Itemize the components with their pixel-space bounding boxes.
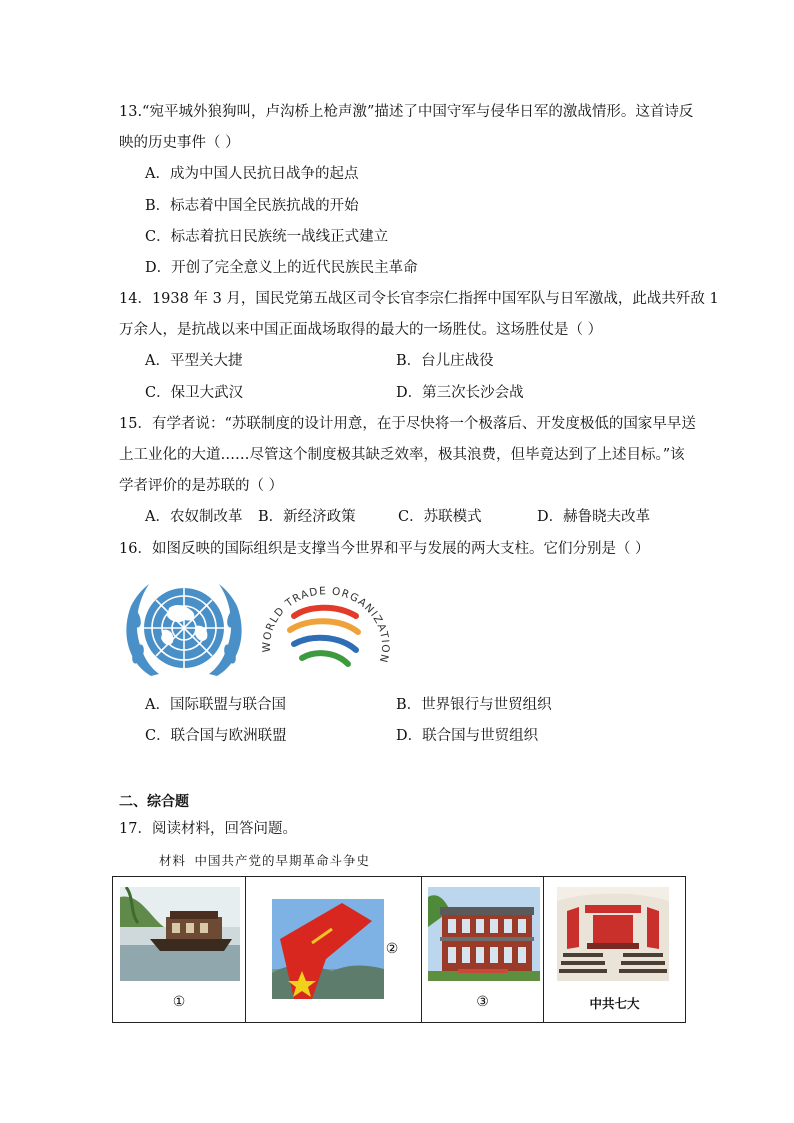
q14-stem-line2: 万余人，是抗战以来中国正面战场取得的最大的一场胜仗。这场胜仗是（ ） <box>119 322 603 338</box>
q14-option-d: D．第三次长沙会战 <box>396 385 524 401</box>
q16-option-c: C．联合国与欧洲联盟 <box>145 728 287 744</box>
jinggangshan-monument-image <box>272 899 384 999</box>
q15-stem-line2: 上工业化的大道……尽管这个制度极其缺乏效率，极其浪费，但毕竟达到了上述目标。”该 <box>119 447 685 463</box>
un-emblem-image <box>121 578 247 682</box>
wto-ring-text: WORLD TRADE ORGANIZATION <box>260 585 392 665</box>
material-cell-4 <box>544 877 686 1023</box>
q16-option-b: B．世界银行与世贸组织 <box>396 697 552 713</box>
q16-stem-line1: 16．如图反映的国际组织是支撑当今世界和平与发展的两大支柱。它们分别是（ ） <box>119 541 650 557</box>
q15-stem-line3: 学者评价的是苏联的（ ） <box>119 478 284 494</box>
q16-option-d: D．联合国与世贸组织 <box>396 728 539 744</box>
material-cell-1 <box>113 877 246 1023</box>
caption-4: 中共七大 <box>589 996 640 1011</box>
caption-3: ③ <box>476 994 489 1010</box>
q13-stem-line1: 13.“宛平城外狼狗叫，卢沟桥上枪声激”描述了中国守军与侵华日军的激战情形。这首诗反 <box>119 104 694 120</box>
q15-option-c: C．苏联模式 <box>398 509 482 525</box>
wto-emblem-image <box>256 574 396 682</box>
q13-option-d: D．开创了完全意义上的近代民族民主革命 <box>145 260 418 276</box>
q14-option-c: C．保卫大武汉 <box>145 385 244 401</box>
q14-option-a: A．平型关大捷 <box>145 353 243 369</box>
material-cell-3 <box>422 877 544 1023</box>
q14-option-b: B．台儿庄战役 <box>396 353 494 369</box>
red-boat-image <box>120 887 240 981</box>
caption-1: ① <box>172 994 186 1010</box>
q15-option-d: D．赫鲁晓夫改革 <box>537 509 651 525</box>
q13-option-a: A．成为中国人民抗日战争的起点 <box>145 166 359 182</box>
section-heading: 二、综合题 <box>119 794 189 810</box>
seventh-congress-hall-image <box>557 887 669 981</box>
caption-2: ② <box>385 941 399 957</box>
q15-option-b: B．新经济政策 <box>258 509 356 525</box>
memorial-building-image <box>428 887 540 981</box>
material-cell-2 <box>246 877 422 1023</box>
q15-stem-line1: 15．有学者说：“苏联制度的设计用意，在于尽快将一个极落后、开发度极低的国家早早送 <box>119 416 696 432</box>
material-title: 材料 中国共产党的早期革命斗争史 <box>159 853 371 868</box>
q13-option-b: B．标志着中国全民族抗战的开始 <box>145 198 359 214</box>
q14-stem-line1: 14．1938 年 3 月，国民党第五战区司令长官李宗仁指挥中国军队与日军激战，此战共歼敌 1 <box>119 291 719 307</box>
q17-stem: 17．阅读材料，回答问题。 <box>119 821 297 837</box>
material-image-table <box>112 876 686 1023</box>
q16-option-a: A．国际联盟与联合国 <box>145 697 286 713</box>
q15-option-a: A．农奴制改革 <box>145 509 243 525</box>
q13-option-c: C．标志着抗日民族统一战线正式建立 <box>145 229 389 245</box>
q13-stem-line2: 映的历史事件（ ） <box>119 135 240 151</box>
